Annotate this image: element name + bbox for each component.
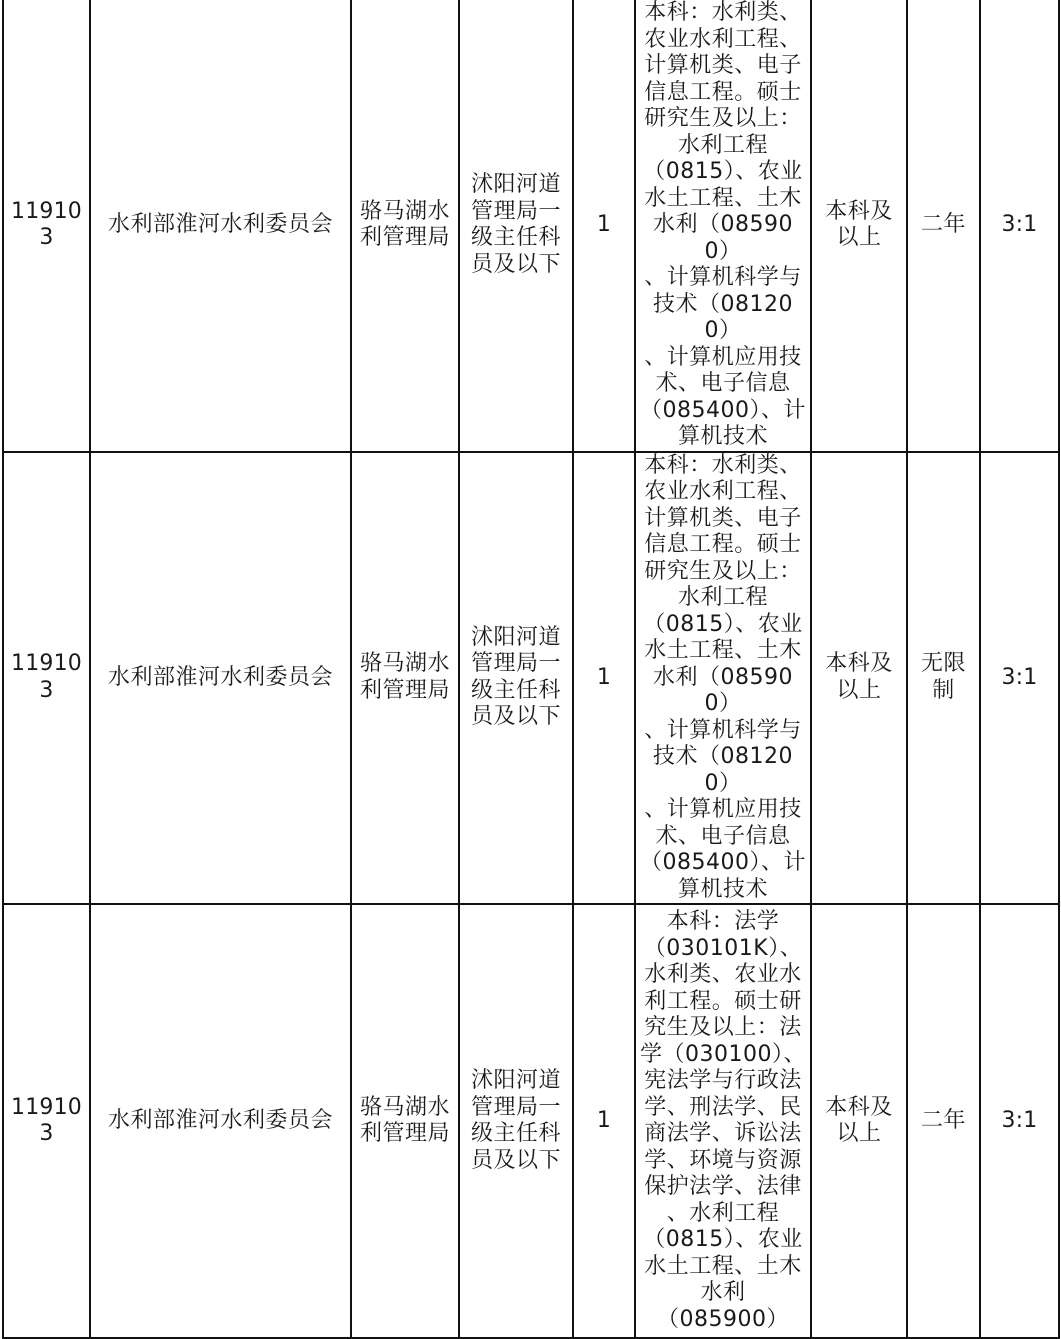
bureau-cell: 骆马湖水 利管理局: [351, 0, 459, 452]
table-row: [3, 0, 1059, 452]
hiring-count-cell: 1: [573, 452, 635, 905]
position-cell: 沭阳河道 管理局一 级主任科 员及以下: [459, 0, 573, 452]
ratio-cell: 3:1: [980, 904, 1059, 1338]
position-cell: 沭阳河道 管理局一 级主任科 员及以下: [459, 452, 573, 905]
department-cell: 水利部淮河水利委员会: [90, 452, 351, 905]
table-row: [3, 452, 1059, 905]
experience-cell: 二年: [907, 904, 980, 1338]
bureau-cell: 骆马湖水 利管理局: [351, 904, 459, 1338]
position-code-cell: 119103: [3, 452, 90, 905]
major-requirement-cell: 本科：水利类、 农业水利工程、 计算机类、电子 信息工程。硕士 研究生及以上： 水利工程 （0815）、农业 水土工程、土木 水利（085900） 、计算机科学与 技术（081200） 、计算机应用技 术、电子信息 （085400）、计 算机技术: [635, 0, 811, 452]
experience-cell: 二年: [907, 0, 980, 452]
positions-table: [2, 0, 1060, 1339]
hiring-count-cell: 1: [573, 904, 635, 1338]
bureau-cell: 骆马湖水 利管理局: [351, 452, 459, 905]
position-code-cell: 119103: [3, 0, 90, 452]
ratio-cell: 3:1: [980, 0, 1059, 452]
department-cell: 水利部淮河水利委员会: [90, 904, 351, 1338]
major-requirement-cell: 本科：水利类、 农业水利工程、 计算机类、电子 信息工程。硕士 研究生及以上： 水利工程 （0815）、农业 水土工程、土木 水利（085900） 、计算机科学与 技术（081200） 、计算机应用技 术、电子信息 （085400）、计 算机技术: [635, 452, 811, 905]
table-row: [3, 904, 1059, 1338]
ratio-cell: 3:1: [980, 452, 1059, 905]
education-cell: 本科及 以上: [811, 904, 907, 1338]
department-cell: 水利部淮河水利委员会: [90, 0, 351, 452]
hiring-count-cell: 1: [573, 0, 635, 452]
position-cell: 沭阳河道 管理局一 级主任科 员及以下: [459, 904, 573, 1338]
position-code-cell: 119103: [3, 904, 90, 1338]
education-cell: 本科及 以上: [811, 452, 907, 905]
experience-cell: 无限 制: [907, 452, 980, 905]
major-requirement-cell: 本科：法学 （030101K）、 水利类、农业水 利工程。硕士研 究生及以上：法 学（030100）、 宪法学与行政法 学、刑法学、民 商法学、诉讼法 学、环境与资源 保护法学、法律 、水利工程 （0815）、农业 水土工程、土木 水利 （085900）: [635, 904, 811, 1338]
education-cell: 本科及 以上: [811, 0, 907, 452]
